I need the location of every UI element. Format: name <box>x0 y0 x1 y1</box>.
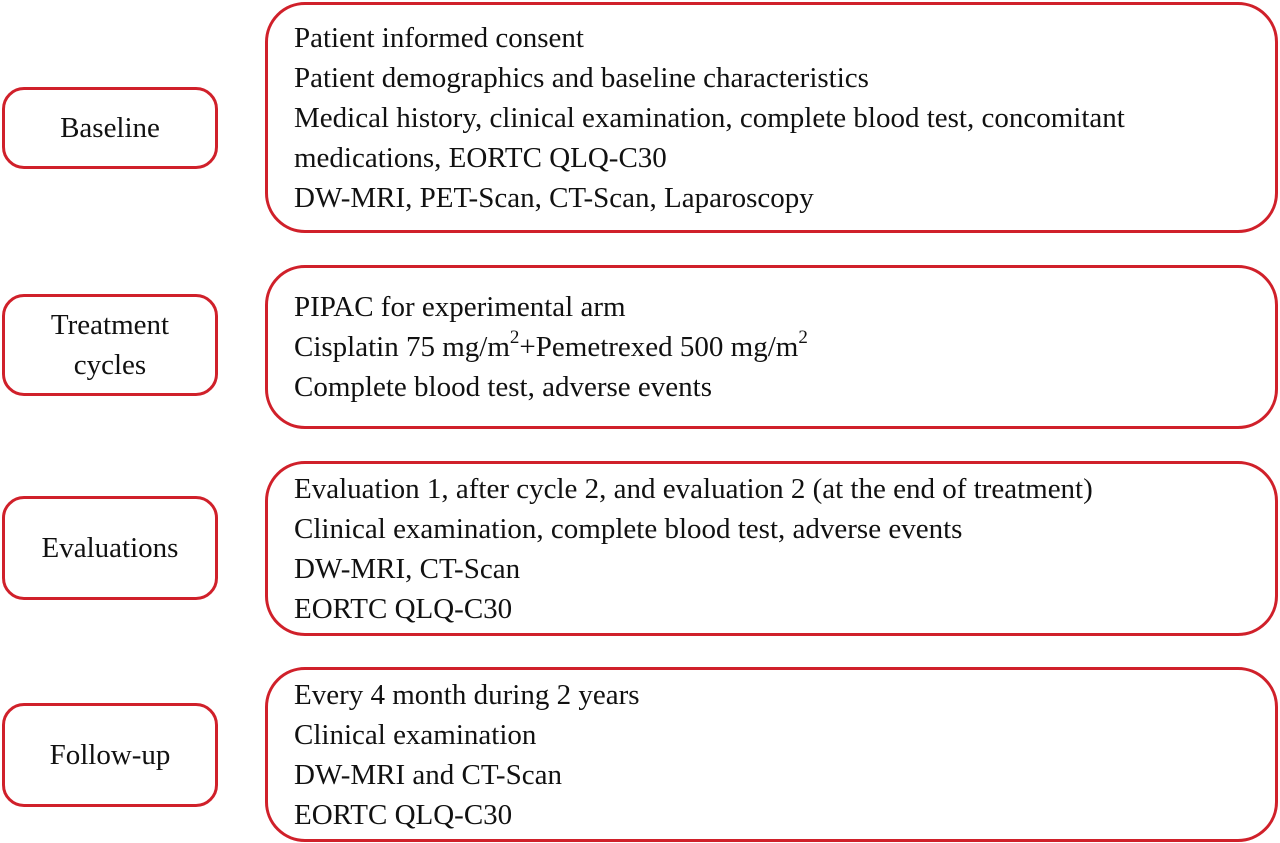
stage-details-baseline <box>265 2 1278 233</box>
stage-label-text: Treatment cycles <box>50 309 170 381</box>
detail-line: Patient informed consent <box>294 21 584 54</box>
stage-details-follow-up <box>265 667 1278 842</box>
detail-line: DW-MRI, CT-Scan <box>294 552 521 585</box>
detail-line: EORTC QLQ-C30 <box>294 592 513 625</box>
detail-line: Clinical examination, complete blood test, adverse events <box>294 512 963 545</box>
dose-text: +Pemetrexed 500 mg/m <box>519 331 799 363</box>
detail-line: DW-MRI and CT-Scan <box>294 758 562 791</box>
stage-label-baseline <box>2 87 218 169</box>
stage-label-text: Baseline <box>60 112 160 144</box>
stage-label-text: Follow-up <box>49 739 171 771</box>
stage-label-follow-up <box>2 703 218 807</box>
detail-line: Every 4 month during 2 years <box>294 678 640 711</box>
detail-line: Complete blood test, adverse events <box>294 371 712 403</box>
stage-label-evaluations <box>2 496 218 600</box>
dose-text: Cisplatin 75 mg/m <box>294 331 510 363</box>
detail-line: Clinical examination <box>294 718 537 751</box>
detail-line: Medical history, clinical examination, complete blood test, concomitant <box>294 101 1125 134</box>
superscript: 2 <box>509 327 520 349</box>
stage-label-treatment-cycles <box>2 294 218 396</box>
detail-line-dose <box>294 327 1275 367</box>
detail-line: Evaluation 1, after cycle 2, and evaluation 2 (at the end of treatment) <box>294 472 1093 505</box>
detail-line: EORTC QLQ-C30 <box>294 798 513 831</box>
detail-line: Patient demographics and baseline characteristics <box>294 61 869 94</box>
superscript: 2 <box>798 327 808 349</box>
detail-line: PIPAC for experimental arm <box>294 291 626 323</box>
detail-line: medications, EORTC QLQ-C30 <box>294 141 667 174</box>
stage-details-evaluations <box>265 461 1278 636</box>
stage-label-text: Evaluations <box>41 532 179 564</box>
detail-line: DW-MRI, PET-Scan, CT-Scan, Laparoscopy <box>294 181 814 214</box>
stage-details-treatment-cycles <box>265 265 1278 429</box>
